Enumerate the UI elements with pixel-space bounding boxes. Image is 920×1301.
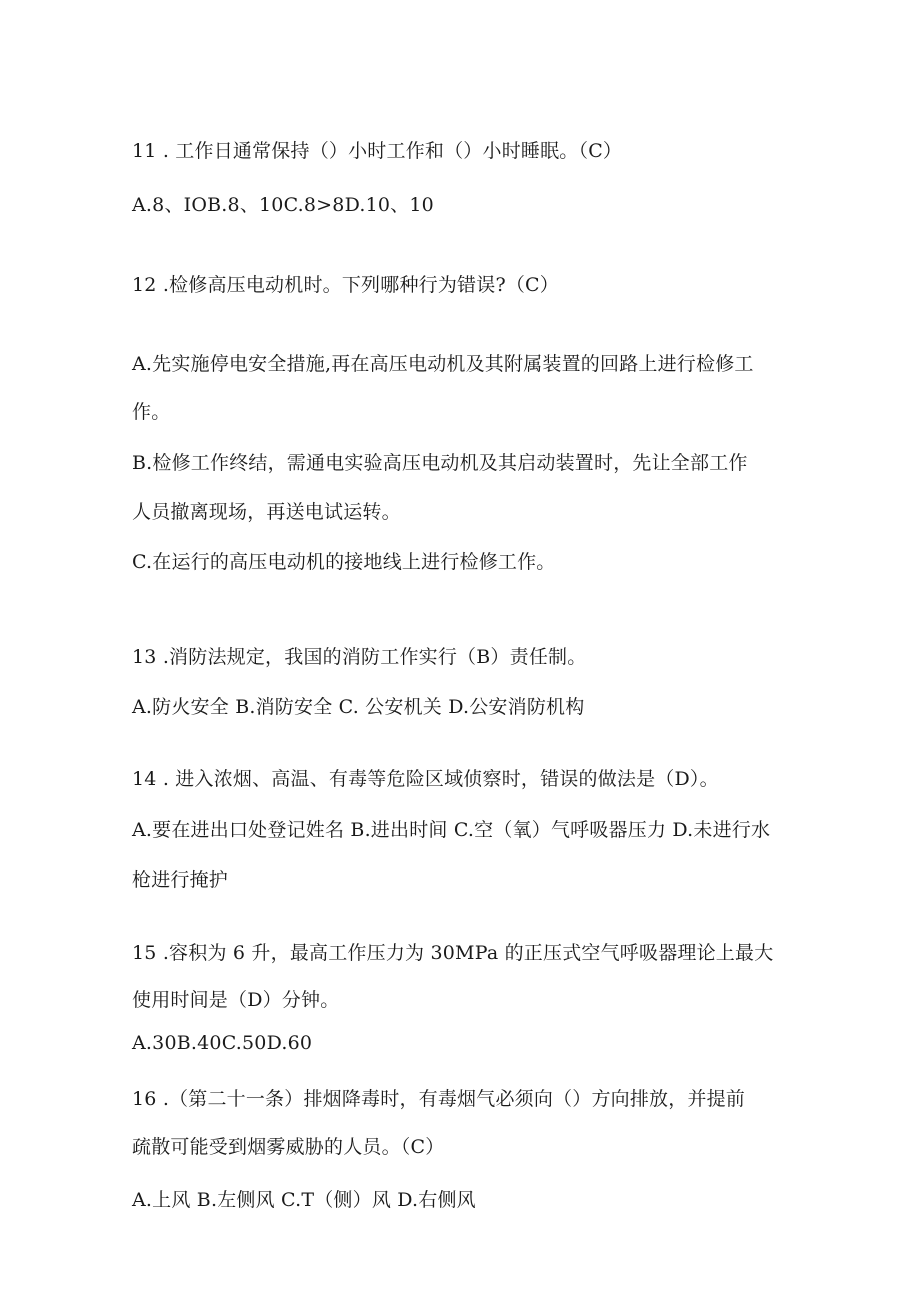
q15-stem: 15 .容积为 6 升，最高工作压力为 30MPa 的正压式空气呼吸器理论上最大 (132, 942, 774, 964)
q13-stem: 13 .消防法规定，我国的消防工作实行（B）责任制。 (132, 646, 587, 668)
q14-options: A.要在进出口处登记姓名 B.进出时间 C.空（氧）气呼吸器压力 D.未进行水 (132, 819, 771, 841)
q12-option-a-cont: 作。 (132, 401, 171, 423)
q14-options-cont: 枪进行掩护 (132, 869, 229, 891)
q12-stem: 12 .检修高压电动机时。下列哪种行为错误?（C） (132, 274, 559, 296)
q15-options: A.30B.40C.50D.60 (132, 1032, 313, 1054)
q12-option-b-cont: 人员撤离现场，再送电试运转。 (132, 501, 401, 523)
q16-stem: 16 .（第二十一条）排烟降毒时，有毒烟气必须向（）方向排放，并提前 (132, 1088, 746, 1110)
q11-stem: 11 . 工作日通常保持（）小时工作和（）小时睡眠。（C） (132, 140, 623, 162)
q16-options: A.上风 B.左侧风 C.T（侧）风 D.右侧风 (132, 1189, 476, 1211)
q14-stem: 14 . 进入浓烟、高温、有毒等危险区域侦察时，错误的做法是（D）。 (132, 768, 719, 790)
q12-option-a: A.先实施停电安全措施,再在高压电动机及其附属装置的回路上进行检修工 (132, 353, 754, 375)
q15-stem-cont: 使用时间是（D）分钟。 (132, 989, 340, 1011)
q16-stem-cont: 疏散可能受到烟雾威胁的人员。（C） (132, 1136, 445, 1158)
q11-options: A.8、IOB.8、10C.8>8D.10、10 (132, 194, 434, 216)
q12-option-c: C.在运行的高压电动机的接地线上进行检修工作。 (132, 551, 556, 573)
q13-options: A.防火安全 B.消防安全 C. 公安机关 D.公安消防机构 (132, 696, 585, 718)
q12-option-b: B.检修工作终结，需通电实验高压电动机及其启动装置时，先让全部工作 (132, 452, 748, 474)
